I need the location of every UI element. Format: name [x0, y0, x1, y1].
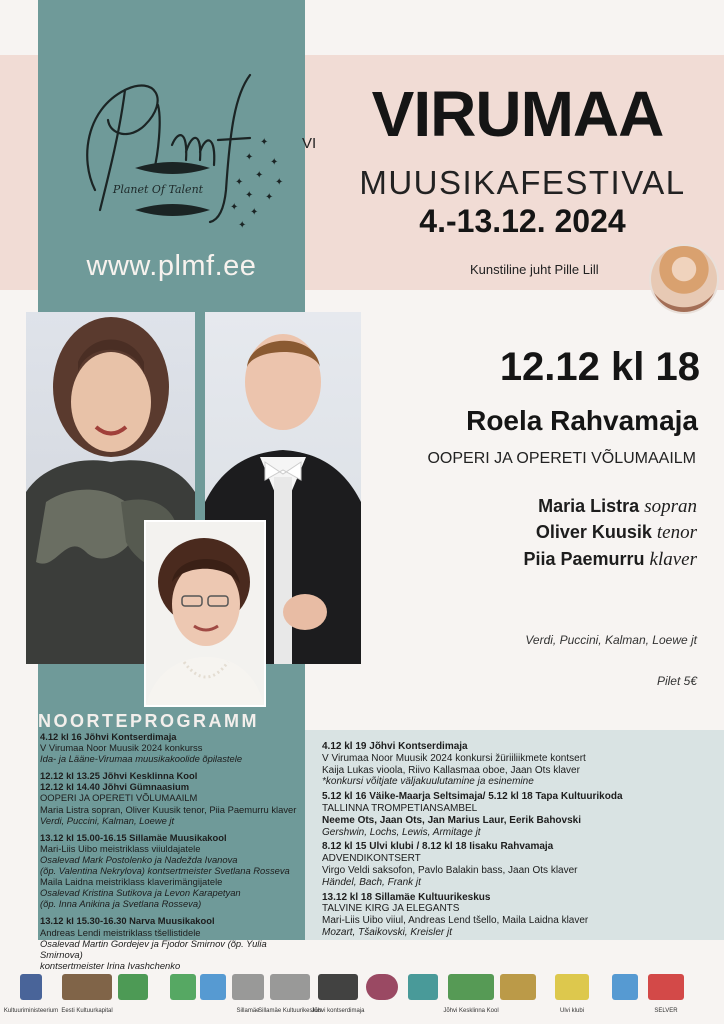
event-line: Maila Laidna meistriklass klaverimängijatele [40, 876, 223, 888]
event-line: Verdi, Puccini, Kalman, Loewe jt [40, 814, 175, 826]
artistic-director: Kunstiline juht Pille Lill [470, 262, 599, 277]
event-line: V Virumaa Noor Muusik 2024 konkursi žüriiliikmete kontsert [322, 752, 586, 764]
selver-icon [648, 974, 684, 1014]
sponsor-name: Sillamäe Kultuurikeskus [258, 1008, 322, 1014]
event-heading: 13.12 kl 15.30-16.30 Narva Muusikakool [40, 915, 215, 927]
youth-program-title: NOORTEPROGRAMM [38, 711, 259, 731]
event-venue: Roela Rahvamaja [466, 405, 698, 436]
sponsor-logos [0, 959, 724, 1024]
pianist-photo [144, 520, 266, 707]
event-line: Osalevad Kristina Sutikova ja Levon Karapetyan [40, 887, 241, 899]
other-events-list [322, 741, 717, 942]
event-block [322, 791, 717, 838]
ticket-price: Pilet 5€ [656, 674, 697, 688]
event-heading: 4.12 kl 16 Jõhvi Kontserdimaja [40, 731, 177, 742]
performer-role: sopran [644, 496, 697, 517]
event-line: Ida- ja Lääne-Virumaa muusikakoolide õpilastele [40, 753, 243, 765]
performer-3 [400, 549, 697, 571]
event-line: (õp. Valentina Nekrylova) kontsertmeister Svetlana Rosseva [40, 865, 290, 877]
ministry-icon [4, 974, 58, 1014]
director-avatar [651, 246, 717, 312]
event-line: Maria Listra sopran, Oliver Kuusik tenor, Piia Paemurru klaver [40, 803, 297, 815]
performer-name: Oliver Kuusik [535, 522, 652, 542]
event-line: Andreas Lendi meistriklass tšellistidele [40, 926, 201, 938]
logo-tagline: Planet Of Talent [112, 183, 204, 196]
svg-text:✦: ✦ [245, 190, 254, 201]
performer-2 [400, 522, 697, 544]
plmf-logo-icon [50, 60, 290, 240]
edition-roman: VI [302, 135, 317, 152]
event-block [40, 731, 302, 764]
performer-role: klaver [649, 549, 697, 570]
svg-text:✦: ✦ [260, 137, 269, 148]
svg-text:✦: ✦ [265, 192, 274, 203]
county-crest-icon [118, 974, 148, 1000]
event-line: Mari-Liis Uibo viiul, Andreas Lend tšello, Maila Laidna klaver [322, 915, 589, 927]
svg-text:✦: ✦ [275, 177, 284, 188]
event-block [322, 741, 717, 788]
svg-text:✦: ✦ [230, 202, 239, 213]
event-line: V Virumaa Noor Muusik 2024 konkurss [40, 742, 203, 754]
performer-name: Piia Paemurru [523, 549, 645, 569]
event-line: OOPERI JA OPERETI VÕLUMAAILM [40, 792, 198, 804]
kontserdimaja-icon [311, 974, 365, 1014]
event-composers: Verdi, Puccini, Kalman, Loewe jt [525, 633, 697, 647]
event-line: Osalevad Mark Postolenko ja Nadežda Ivanova [40, 853, 238, 865]
svg-text:✦: ✦ [255, 170, 264, 181]
event-line: Mozart, Tšaikovski, Kreisler jt [322, 926, 453, 938]
parish-crest-blue-icon [200, 974, 226, 1000]
sponsor-name: Ulvi klubi [559, 1008, 585, 1014]
ulvi-icon [555, 974, 589, 1014]
event-line: ADVENDIKONTSERT [322, 853, 421, 865]
event-line: (õp. Inna Anikina ja Svetlana Rosseva) [40, 898, 202, 910]
event-heading: 4.12 kl 19 Jõhvi Kontserdimaja [322, 741, 468, 752]
svg-text:✦: ✦ [245, 152, 254, 163]
event-line: Virgo Veldi saksofon, Pavlo Balakin bass, Jaan Ots klaver [322, 864, 578, 876]
event-program: OOPERI JA OPERETI VÕLUMAAILM [427, 450, 696, 467]
tower-icon [500, 974, 536, 1000]
event-heading: Neeme Ots, Jaan Ots, Jan Marius Laur, Eerik Bahovski [322, 814, 581, 826]
performer-name: Maria Listra [538, 496, 640, 516]
event-line: Händel, Bach, Frank jt [322, 876, 421, 888]
svg-text:✦: ✦ [250, 207, 259, 218]
event-datetime: 12.12 kl 18 [499, 345, 700, 389]
website-link[interactable]: www.plmf.ee [86, 250, 257, 282]
leaf-icon [408, 974, 438, 1000]
blue-square-icon [612, 974, 638, 1000]
event-heading: 13.12 kl 18 Sillamäe Kultuurikeskus [322, 891, 491, 903]
event-heading: 13.12 kl 15.00-16.15 Sillamäe Muusikakool [40, 831, 227, 843]
sponsor-name: Eesti Kultuurkapital [61, 1008, 113, 1014]
event-line: Gershwin, Lochs, Lewis, Armitage jt [322, 826, 481, 838]
sponsor-name: Jõhvi kontserdimaja [311, 1008, 365, 1014]
event-line: Mari-Liis Uibo meistriklass viiuldajatele [40, 842, 201, 854]
sponsor-name: SELVER [654, 1008, 678, 1014]
parish-crest-icon [170, 974, 196, 1000]
festival-dates: 4.-13.12. 2024 [419, 203, 626, 239]
event-heading: 5.12 kl 16 Väike-Maarja Seltsimaja/ 5.12 kl 18 Tapa Kultuurikoda [322, 791, 623, 803]
svg-text:✦: ✦ [270, 157, 279, 168]
sponsor-name: Sillamäe [236, 1008, 260, 1014]
event-line: TALLINNA TROMPETIANSAMBEL [322, 802, 478, 814]
event-heading: 12.12 kl 14.40 Jõhvi Gümnaasium [40, 781, 190, 793]
kulka-icon [61, 974, 112, 1014]
svg-text:✦: ✦ [238, 220, 247, 231]
event-line: Kaija Lukas vioola, Riivo Kallasmaa oboe, Jaan Ots klaver [322, 764, 580, 776]
sponsor-name: Jõhvi Kesklinna Kool [443, 1008, 499, 1014]
svg-text:✦: ✦ [235, 177, 244, 188]
event-heading: 8.12 kl 15 Ulvi klubi / 8.12 kl 18 Iisaku Rahvamaja [322, 841, 554, 853]
youth-program-list [40, 731, 302, 977]
event-line: kontsertmeister Irina Ivashchenko [40, 959, 181, 971]
event-line: *konkursi võitjate väljakuulutamine ja esinemine [322, 776, 534, 788]
event-line: Osalevad Martin Gordejev ja Fjodor Smirnov (õp. Yulia Smirnova) [40, 937, 267, 960]
performer-1 [400, 496, 697, 518]
school-icon [443, 974, 498, 1014]
performer-role: tenor [656, 522, 697, 543]
sponsor-name: Kultuuriministeerium [3, 1008, 59, 1014]
circle-logo-icon [366, 974, 398, 1000]
event-block [322, 892, 717, 939]
event-block [322, 841, 717, 888]
event-block [40, 832, 302, 910]
event-heading: 12.12 kl 13.25 Jõhvi Kesklinna Kool [40, 770, 198, 782]
event-line: TALVINE KIRG JA ELEGANTS [322, 903, 460, 915]
event-block [40, 770, 302, 825]
festival-subtitle: MUUSIKAFESTIVAL [359, 164, 686, 201]
festival-title: VIRUMAA [371, 78, 664, 150]
